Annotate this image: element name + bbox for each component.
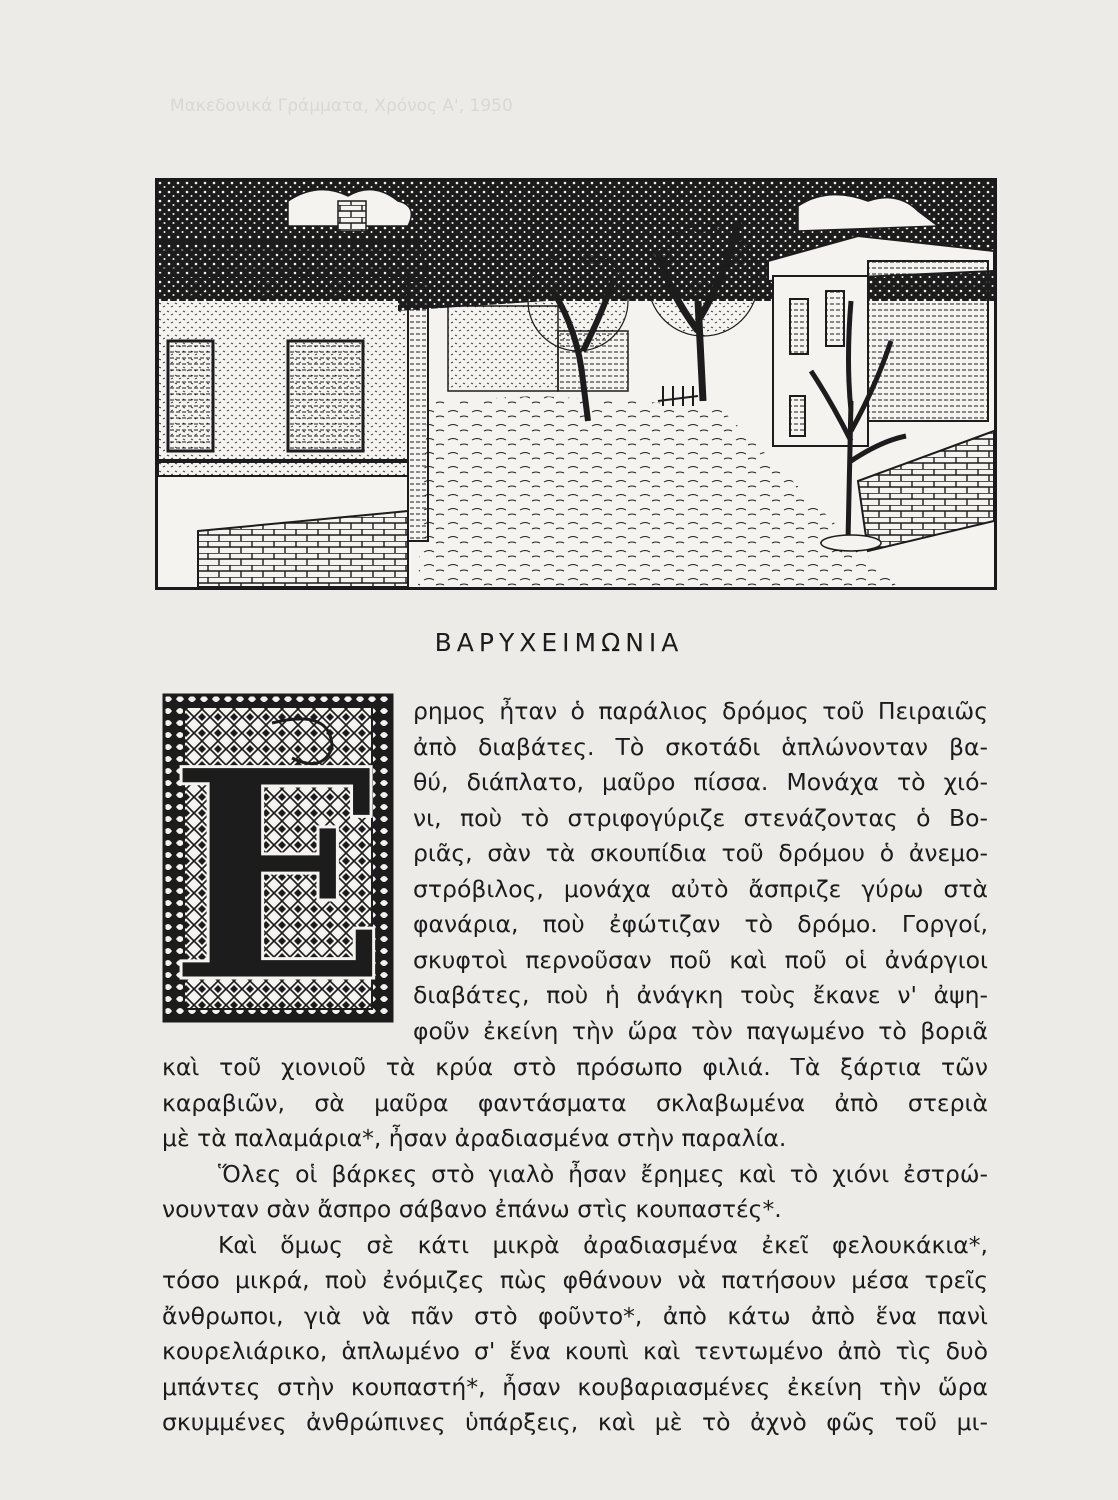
text-line: στρόβιλος, μονάχα αὐτὸ ἄσπριζε γύρω στὰ [413, 874, 988, 903]
text-line: κουρελιάρικο, ἁπλωμένο σ' ἕνα κουπὶ καὶ τεντωμένο ἀπὸ τὶς δυὸ [162, 1337, 988, 1365]
text-line: ἄνθρωποι, γιὰ νὰ πᾶν στὸ φοῦντο*, ἀπὸ κάτω ἀπὸ ἕνα πανὶ [162, 1301, 988, 1330]
text-line: Καὶ ὅμως σὲ κάτι μικρὰ ἀραδιασμένα ἐκεῖ φελουκάκια*, [218, 1230, 988, 1259]
paragraph-1-wrapped [413, 694, 988, 1049]
text-line: καὶ τοῦ χιονιοῦ τὰ κρύα στὸ πρόσωπο φιλιά. Τὰ ξάρτια τῶν [162, 1053, 988, 1081]
text-line: θύ, διάπλατο, μαῦρο πίσσα. Μονάχα τὸ χιό- [413, 768, 988, 796]
text-line: καραβιῶν, σὰ μαῦρα φαντάσματα σκλαβωμένα ἀπὸ στεριὰ [162, 1088, 988, 1117]
text-line: σκυμμένες ἀνθρώπινες ὑπάρξεις, καὶ μὲ τὸ ἀχνὸ φῶς τοῦ μι- [162, 1408, 988, 1436]
decorated-initial [162, 693, 394, 1023]
text-line: Ὅλες οἱ βάρκες στὸ γιαλὸ ἦσαν ἔρημες καὶ τὸ χιόνι ἐστρώ- [218, 1159, 988, 1188]
text-line: διαβάτες, ποὺ ἡ ἀνάγκη τοὺς ἔκανε ν' ἀψη- [413, 981, 988, 1009]
text-line: ἀπὸ διαβάτες. Τὸ σκοτάδι ἁπλώνονταν βα- [413, 732, 988, 761]
text-line: νι, ποὺ τὸ στριφογύριζε στενάζοντας ὁ Βο- [413, 803, 988, 832]
text-line: φανάρια, ποὺ ἐφώτιζαν τὸ δρόμο. Γοργοί, [413, 910, 988, 938]
text-line: ριᾶς, σὰν τὰ σκουπίδια τοῦ δρόμου ὁ ἀνεμο- [413, 839, 988, 867]
text-line: μπάντες στὴν κουπαστή*, ἦσαν κουβαριασμένες ἐκείνη τὴν ὥρα [162, 1372, 988, 1401]
drop-cap-ornament [162, 693, 394, 1023]
drop-cap-letter: Ε [167, 707, 389, 1023]
body-text [162, 1050, 988, 1441]
text-line: ρημος ἦταν ὁ παράλιος δρόμος τοῦ Πειραιῶς [413, 697, 988, 725]
text-line: φοῦν ἐκείνη τὴν ὥρα τὸν παγωμένο τὸ βοριᾶ [413, 1016, 988, 1045]
snowy-street-woodcut [158, 181, 994, 587]
page-title: ΒΑΡΥΧΕΙΜΩΝΙΑ [434, 628, 684, 657]
text-line: τόσο μικρά, ποὺ ἐνόμιζες πὼς φθάνουν νὰ πατήσουν μέσα τρεῖς [162, 1266, 988, 1294]
text-line: νουνταν σὰν ἄσπρο σάβανο ἐπάνω στὶς κουπαστές*. [162, 1195, 782, 1223]
text-line: μὲ τὰ παλαμάρια*, ἦσαν ἀραδιασμένα στὴν παραλία. [162, 1124, 787, 1152]
running-header-bleed: Μακεδονικά Γράμματα, Χρόνος Α', 1950 [170, 96, 513, 116]
text-line: σκυφτοὶ περνοῦσαν ποῦ καὶ ποῦ οἱ ἀνάργιοι [413, 945, 988, 974]
woodcut-illustration [155, 178, 997, 590]
